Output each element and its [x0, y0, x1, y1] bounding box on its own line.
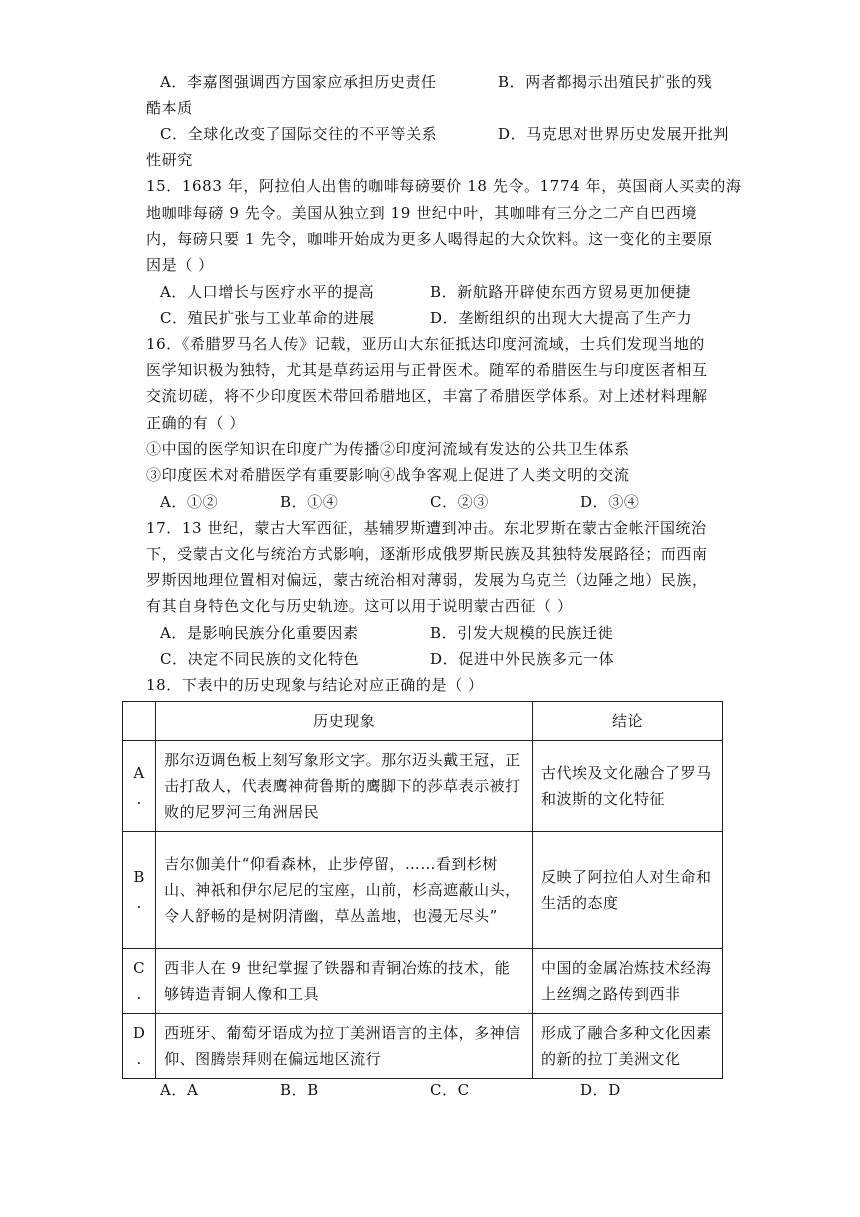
q15-option-a[interactable]: A．人口增长与医疗水平的提高 — [160, 283, 375, 301]
q16-statement-line: ③印度医术对希腊医学有重要影响④战争客观上促进了人类文明的交流 — [146, 466, 630, 484]
q17-option-b[interactable]: B．引发大规模的民族迁徙 — [430, 624, 614, 642]
q16-option-d[interactable]: D．③④ — [580, 493, 640, 511]
q15-stem-line: 因是（ ） — [146, 256, 214, 274]
row-phenomenon: 西班牙、葡萄牙语成为拉丁美洲语言的主体，多神信仰、图腾崇拜则在偏远地区流行 — [156, 1014, 533, 1079]
table-row — [123, 741, 723, 832]
q18-stem: 18．下表中的历史现象与结论对应正确的是（ ） — [146, 676, 484, 694]
table-row — [123, 1014, 723, 1079]
table-header-conclusion: 结论 — [533, 702, 723, 741]
q17-option-d[interactable]: D．促进中外民族多元一体 — [430, 650, 615, 668]
q17-option-c[interactable]: C．决定不同民族的文化特色 — [160, 650, 360, 668]
q14-option-a[interactable]: A．李嘉图强调西方国家应承担历史责任 — [160, 73, 437, 91]
q14-option-d[interactable]: D．马克思对世界历史发展开批判 — [498, 125, 730, 143]
row-phenomenon: 那尔迈调色板上刻写象形文字。那尔迈头戴王冠，正击打敌人，代表鹰神荷鲁斯的鹰脚下的莎草表示被打败的尼罗河三角洲居民 — [156, 741, 533, 832]
q15-option-d[interactable]: D．垄断组织的出现大大提高了生产力 — [430, 309, 693, 327]
q15-option-b[interactable]: B．新航路开辟使东西方贸易更加便捷 — [430, 283, 692, 301]
table-row — [123, 832, 723, 949]
row-phenomenon: 吉尔伽美什“仰看森林，止步停留，……看到杉树山、神祇和伊尔尼尼的宝座，山前，杉高遮蔽山头，令人舒畅的是树阴清幽，草丛盖地，也漫无尽头” — [156, 832, 533, 949]
q14-option-d-continued: 性研究 — [146, 151, 193, 169]
q16-stem-line: 医学知识极为独特，尤其是草药运用与正骨医术。随军的希腊医生与印度医者相互 — [146, 361, 708, 379]
q14-option-c[interactable]: C．全球化改变了国际交往的不平等关系 — [160, 125, 438, 143]
q17-option-a[interactable]: A．是影响民族分化重要因素 — [160, 624, 359, 642]
table-header-empty-cell — [123, 702, 156, 741]
q17-stem-line: 有其自身特色文化与历史轨迹。这可以用于说明蒙古西征（ ） — [146, 597, 573, 615]
q16-option-c[interactable]: C．②③ — [430, 493, 489, 511]
q18-option-d[interactable]: D．D — [580, 1081, 621, 1099]
q17-stem-line: 罗斯因地理位置相对偏远，蒙古统治相对薄弱，发展为乌克兰（边陲之地）民族， — [146, 571, 708, 589]
row-key: A . — [123, 741, 156, 832]
row-key: C . — [123, 949, 156, 1014]
q17-stem-line: 17．13 世纪，蒙古大军西征，基辅罗斯遭到冲击。东北罗斯在蒙古金帐汗国统治 — [146, 519, 707, 537]
row-conclusion: 形成了融合多种文化因素的新的拉丁美洲文化 — [533, 1014, 723, 1079]
q15-stem-line: 内，每磅只要 1 先令，咖啡开始成为更多人喝得起的大众饮料。这一变化的主要原 — [146, 230, 713, 248]
row-key: B . — [123, 832, 156, 949]
table-header-phenomenon: 历史现象 — [156, 702, 533, 741]
row-conclusion: 反映了阿拉伯人对生命和生活的态度 — [533, 832, 723, 949]
q16-option-b[interactable]: B．①④ — [280, 493, 339, 511]
q16-statement-line: ①中国的医学知识在印度广为传播②印度河流域有发达的公共卫生体系 — [146, 440, 630, 458]
q16-stem-line: 16．《希腊罗马名人传》记载，亚历山大东征抵达印度河流域，士兵们发现当地的 — [146, 335, 705, 353]
row-phenomenon: 西非人在 9 世纪掌握了铁器和青铜冶炼的技术，能够铸造青铜人像和工具 — [156, 949, 533, 1014]
q15-stem-line: 15．1683 年，阿拉伯人出售的咖啡每磅要价 18 先令。1774 年，英国商人买卖的海 — [146, 177, 742, 195]
q14-option-b[interactable]: B．两者都揭示出殖民扩张的残 — [498, 73, 713, 91]
row-conclusion: 中国的金属冶炼技术经海上丝绸之路传到西非 — [533, 949, 723, 1014]
q16-option-a[interactable]: A．①② — [160, 493, 219, 511]
row-conclusion: 古代埃及文化融合了罗马和波斯的文化特征 — [533, 741, 723, 832]
q16-stem-line: 正确的有（ ） — [146, 414, 245, 432]
q18-option-c[interactable]: C．C — [430, 1081, 470, 1099]
q15-stem-line: 地咖啡每磅 9 先令。美国从独立到 19 世纪中叶，其咖啡有三分之二产自巴西境 — [146, 204, 698, 222]
q18-option-a[interactable]: A．A — [160, 1081, 199, 1099]
q18-history-table — [122, 701, 723, 1079]
q14-option-b-continued: 酷本质 — [146, 99, 193, 117]
row-key: D . — [123, 1014, 156, 1079]
q17-stem-line: 下，受蒙古文化与统治方式影响，逐渐形成俄罗斯民族及其独特发展路径；而西南 — [146, 545, 708, 563]
q15-option-c[interactable]: C．殖民扩张与工业革命的进展 — [160, 309, 375, 327]
table-header-row — [123, 702, 723, 741]
table-row — [123, 949, 723, 1014]
q18-option-b[interactable]: B．B — [280, 1081, 319, 1099]
q16-stem-line: 交流切磋，将不少印度医术带回希腊地区，丰富了希腊医学体系。对上述材料理解 — [146, 387, 708, 405]
